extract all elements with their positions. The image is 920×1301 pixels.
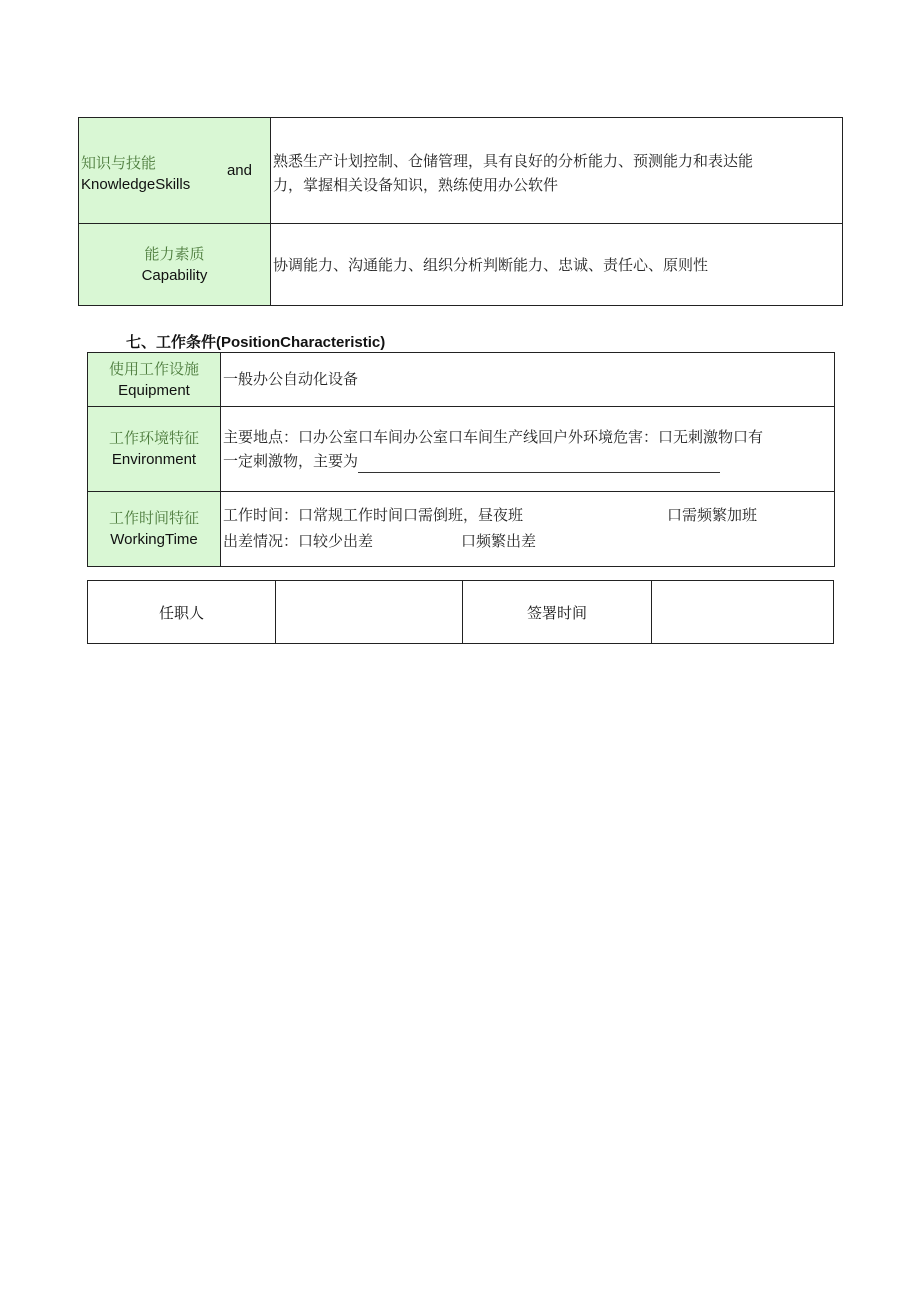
sign-time-value[interactable] bbox=[652, 581, 834, 644]
section-title: 七、工作条件(PositionCharacteristic) bbox=[126, 334, 386, 351]
blank-underline bbox=[358, 456, 720, 473]
working-time-label-cn: 工作时间特征 bbox=[108, 509, 199, 527]
environment-value bbox=[221, 407, 835, 492]
capability-label bbox=[79, 224, 271, 306]
holder-value[interactable] bbox=[276, 581, 463, 644]
environment-label-en: Environment bbox=[111, 451, 197, 468]
equipment-label-cn: 使用工作设施 bbox=[108, 359, 199, 378]
table-row bbox=[79, 118, 843, 224]
conditions-table bbox=[87, 352, 835, 567]
working-time-label-en: WorkingTime bbox=[110, 531, 198, 548]
knowledge-label-cn: 知识与技能 bbox=[81, 153, 157, 172]
signature-table bbox=[87, 580, 834, 644]
knowledge-value-line2: 力，掌握相关设备知识，熟练使用办公软件 bbox=[273, 175, 559, 194]
knowledge-skills-value bbox=[271, 118, 843, 224]
knowledge-skills-label bbox=[79, 118, 271, 224]
knowledge-value-line1: 熟悉生产计划控制、仓储管理，具有良好的分析能力、预测能力和表达能 bbox=[273, 151, 754, 170]
equipment-value: 一般办公自动化设备 bbox=[221, 353, 835, 407]
requirements-table bbox=[78, 117, 843, 306]
environment-label bbox=[88, 407, 221, 492]
working-time-label bbox=[88, 492, 221, 567]
knowledge-label-and: and bbox=[226, 162, 252, 179]
capability-label-cn: 能力素质 bbox=[144, 244, 205, 263]
equipment-label bbox=[88, 353, 221, 407]
table-row bbox=[88, 353, 835, 407]
working-time-value bbox=[221, 492, 835, 567]
environment-line2: 一定刺激物，主要为 bbox=[223, 449, 834, 473]
knowledge-label-en: KnowledgeSkills bbox=[81, 175, 191, 193]
environment-line1: 主要地点：口办公室口车间办公室口车间生产线回户外环境危害：口无刺激物口有 bbox=[223, 428, 764, 446]
equipment-label-en: Equipment bbox=[118, 381, 190, 399]
capability-label-en: Capability bbox=[141, 266, 208, 284]
working-time-line2: 出差情况：口较少出差 口频繁出差 bbox=[223, 532, 537, 550]
table-row bbox=[79, 224, 843, 306]
sign-time-label: 签署时间 bbox=[463, 581, 652, 644]
table-row bbox=[88, 581, 834, 644]
environment-label-cn: 工作环境特征 bbox=[108, 429, 199, 447]
holder-label: 任职人 bbox=[88, 581, 276, 644]
capability-value: 协调能力、沟通能力、组织分析判断能力、忠诚、责任心、原则性 bbox=[271, 224, 843, 306]
table-row bbox=[88, 407, 835, 492]
working-time-line1: 工作时间：口常规工作时间口需倒班，昼夜班 口需频繁加班 bbox=[223, 506, 758, 524]
table-row bbox=[88, 492, 835, 567]
